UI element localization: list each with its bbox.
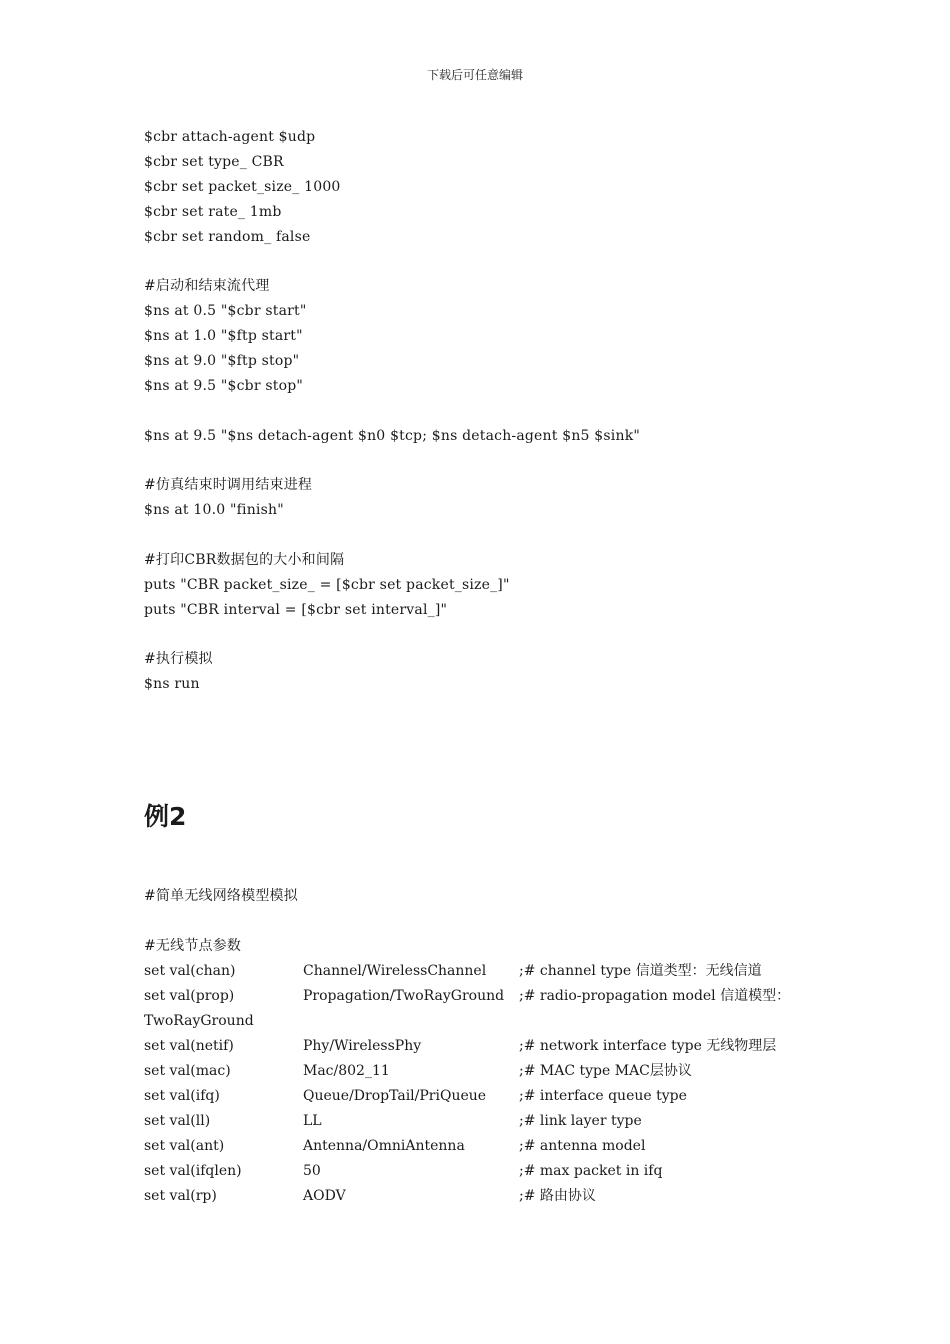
- param-value: Propagation/TwoRayGround: [303, 988, 505, 1004]
- param-name: set val(ifqlen): [144, 1163, 242, 1179]
- param-value: Antenna/OmniAntenna: [303, 1138, 465, 1154]
- code-line: $ns at 0.5 "$cbr start": [144, 303, 307, 319]
- page-header: 下载后可任意编辑: [426, 68, 523, 82]
- code-line: $cbr set packet_size_ 1000: [144, 179, 341, 195]
- code-comment: #仿真结束时调用结束进程: [144, 477, 313, 493]
- code-line: $cbr set type_ CBR: [144, 154, 284, 170]
- param-name: set val(mac): [144, 1063, 231, 1079]
- code-line: puts "CBR interval = [$cbr set interval_]": [144, 602, 448, 618]
- code-line: $cbr set rate_ 1mb: [144, 204, 282, 220]
- param-comment: ;# interface queue type: [519, 1088, 687, 1104]
- param-value: Phy/WirelessPhy: [303, 1038, 422, 1054]
- section-heading: 例2: [144, 802, 187, 831]
- param-value: Channel/WirelessChannel: [303, 963, 487, 979]
- param-name: set val(prop): [144, 988, 235, 1004]
- param-name: set val(rp): [144, 1188, 217, 1204]
- param-name: set val(ll): [144, 1113, 211, 1129]
- code-line: $ns run: [144, 676, 200, 692]
- param-comment: ;# 路由协议: [519, 1188, 596, 1204]
- param-comment: ;# radio-propagation model 信道模型：: [519, 988, 791, 1004]
- code-comment: #打印CBR数据包的大小和间隔: [144, 552, 345, 568]
- param-name: set val(ifq): [144, 1088, 220, 1104]
- param-comment: ;# link layer type: [519, 1113, 642, 1129]
- code-line: $ns at 9.0 "$ftp stop": [144, 353, 300, 369]
- param-comment: ;# antenna model: [519, 1138, 646, 1154]
- code-comment: #无线节点参数: [144, 938, 242, 954]
- param-value: Queue/DropTail/PriQueue: [303, 1088, 487, 1104]
- param-comment: ;# channel type 信道类型：无线信道: [519, 963, 762, 979]
- code-line: $ns at 9.5 "$ns detach-agent $n0 $tcp; $ns detach-agent $n5 $sink": [144, 428, 641, 444]
- code-line: $ns at 1.0 "$ftp start": [144, 328, 303, 344]
- param-comment: ;# max packet in ifq: [519, 1163, 663, 1179]
- param-value: Mac/802_11: [303, 1063, 390, 1079]
- code-line: $ns at 10.0 "finish": [144, 502, 284, 518]
- code-line: $cbr set random_ false: [144, 229, 311, 245]
- code-comment: #简单无线网络模型模拟: [144, 888, 298, 904]
- param-name: set val(ant): [144, 1138, 225, 1154]
- code-line: $cbr attach-agent $udp: [144, 129, 316, 145]
- param-name: set val(chan): [144, 963, 236, 979]
- code-comment: #执行模拟: [144, 651, 213, 667]
- param-comment: ;# MAC type MAC层协议: [519, 1063, 692, 1079]
- param-value: LL: [303, 1113, 322, 1129]
- code-comment: #启动和结束流代理: [144, 278, 270, 294]
- param-value: 50: [303, 1163, 321, 1179]
- code-line: $ns at 9.5 "$cbr stop": [144, 378, 304, 394]
- code-line: puts "CBR packet_size_ = [$cbr set packet_size_]": [144, 577, 510, 593]
- param-name: TwoRayGround: [144, 1013, 254, 1029]
- param-name: set val(netif): [144, 1038, 234, 1054]
- param-value: AODV: [303, 1188, 346, 1204]
- param-comment: ;# network interface type 无线物理层: [519, 1038, 777, 1054]
